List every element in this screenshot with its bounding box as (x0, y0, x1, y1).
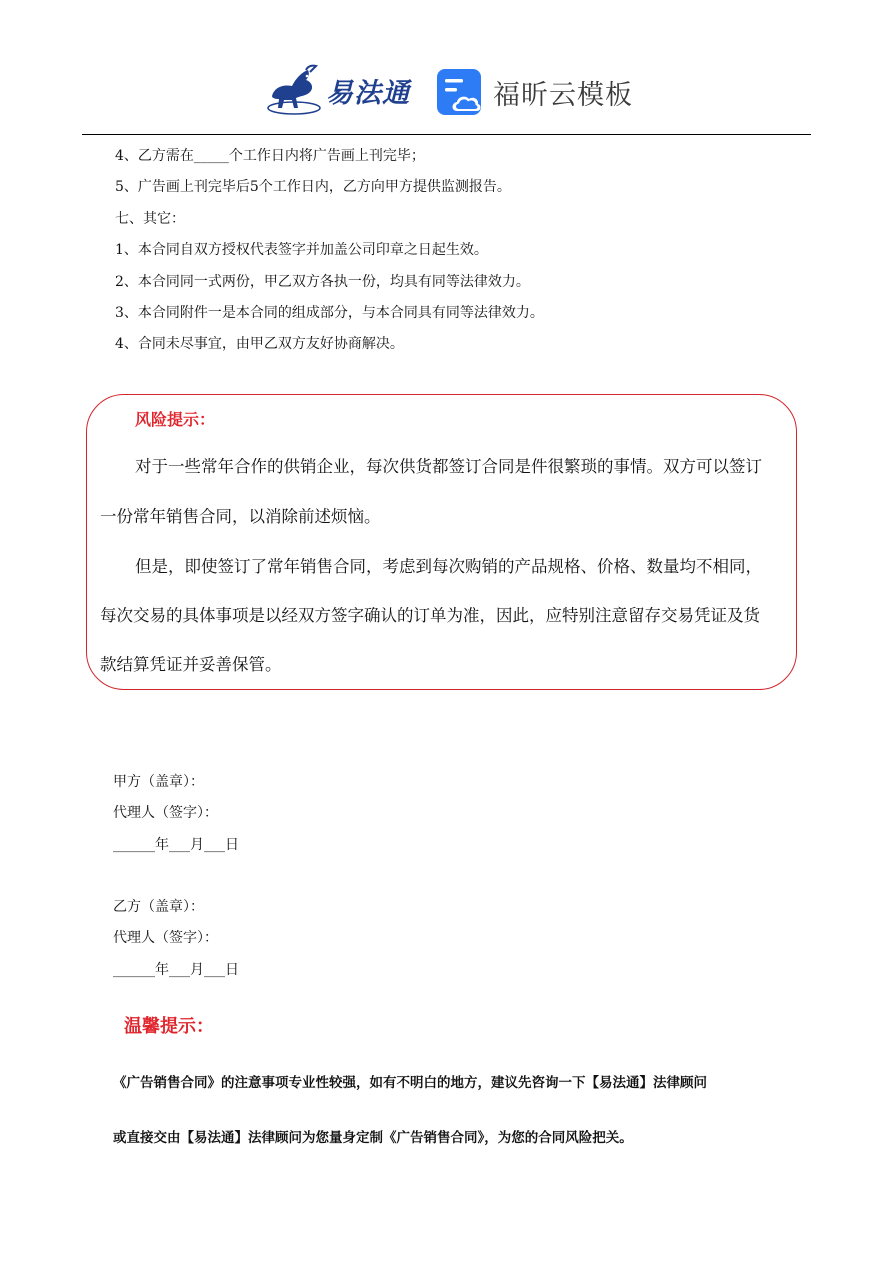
party-a-seal-label: 甲方（盖章）： (113, 774, 204, 790)
party-a-date-line: ______年___月___日 (113, 837, 239, 853)
risk-notice-line: 每次交易的具体事项是以经双方签字确认的订单为准，因此，应特别注意留存交易凭证及货 (100, 606, 760, 625)
warm-tip-line: 《广告销售合同》的注意事项专业性较强，如有不明白的地方，建议先咨询一下【易法通】法律顾问 (113, 1075, 707, 1091)
risk-notice-line: 但是，即使签订了常年销售合同，考虑到每次购销的产品规格、价格、数量均不相同， (135, 557, 762, 576)
warm-tip-line: 或直接交由【易法通】法律顾问为您量身定制《广告销售合同》，为您的合同风险把关。 (113, 1130, 633, 1146)
risk-notice-line: 一份常年销售合同，以消除前述烦恼。 (100, 507, 381, 526)
risk-notice-line: 对于一些常年合作的供销企业，每次供货都签订合同是件很繁琐的事情。双方可以签订 (135, 457, 762, 476)
yifatong-logo (262, 62, 417, 118)
cloud-document-icon (435, 67, 485, 117)
risk-notice-box (86, 394, 797, 690)
risk-notice-line: 款结算凭证并妥善保管。 (100, 655, 282, 674)
party-b-agent-label: 代理人（签字）： (113, 930, 218, 946)
clause-line: 5、广告画上刊完毕后5个工作日内，乙方向甲方提供监测报告。 (115, 179, 511, 195)
clause-line: 4、乙方需在_____个工作日内将广告画上刊完毕； (115, 148, 425, 164)
clause-line: 4、合同未尽事宜，由甲乙双方友好协商解决。 (115, 336, 404, 352)
foxit-template-logo (435, 66, 633, 118)
section-heading: 七、其它： (115, 211, 185, 227)
party-a-agent-label: 代理人（签字）： (113, 805, 218, 821)
page-header (0, 0, 893, 136)
horse-icon (262, 62, 324, 118)
header-divider (82, 134, 811, 135)
yifatong-logo-text: 易法通 (326, 77, 410, 109)
foxit-template-logo-text: 福昕云模板 (493, 79, 633, 111)
clause-line: 2、本合同同一式两份，甲乙双方各执一份，均具有同等法律效力。 (115, 274, 530, 290)
clause-line: 3、本合同附件一是本合同的组成部分，与本合同具有同等法律效力。 (115, 305, 544, 321)
risk-notice-title: 风险提示： (135, 410, 216, 429)
party-b-seal-label: 乙方（盖章）： (113, 899, 204, 915)
party-b-date-line: ______年___月___日 (113, 962, 239, 978)
warm-tip-title: 温馨提示： (124, 1016, 214, 1037)
clause-line: 1、本合同自双方授权代表签字并加盖公司印章之日起生效。 (115, 242, 488, 258)
